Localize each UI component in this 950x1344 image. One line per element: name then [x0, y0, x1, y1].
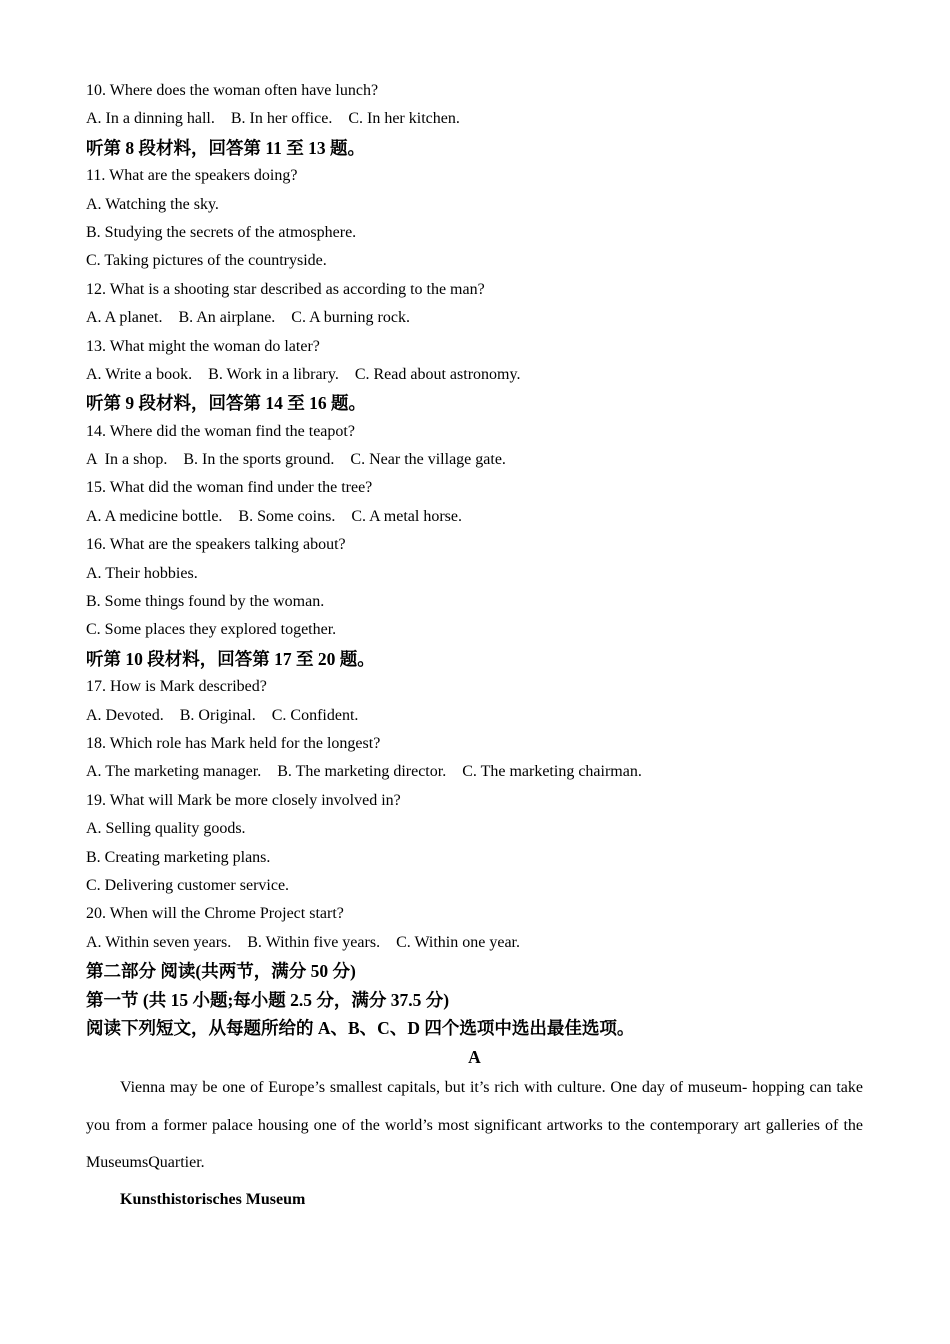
question-text: 16. What are the speakers talking about?: [86, 536, 346, 554]
question-lines: [86, 77, 863, 1042]
section-heading: 听第 8 段材料，回答第 11 至 13 题。: [86, 137, 366, 158]
answer-options: A In a shop. B. In the sports ground. C. Near the village gate.: [86, 451, 506, 469]
answer-options: C. Delivering customer service.: [86, 876, 290, 894]
answer-options: A. A planet. B. An airplane. C. A burning rock.: [86, 309, 410, 327]
section-heading: 听第 10 段材料，回答第 17 至 20 题。: [86, 648, 375, 669]
question-text: 15. What did the woman find under the tree?: [86, 479, 373, 497]
answer-options: A. In a dinning hall. B. In her office. C. In her kitchen.: [86, 110, 460, 128]
question-text: 10. Where does the woman often have lunch?: [86, 82, 379, 99]
answer-options: A. Write a book. B. Work in a library. C. Read about astronomy.: [86, 365, 521, 383]
question-text: 20. When will the Chrome Project start?: [86, 905, 344, 923]
answer-options: B. Studying the secrets of the atmosphere.: [86, 223, 357, 241]
question-text: 12. What is a shooting star described as according to the man?: [86, 280, 485, 298]
answer-options: B. Some things found by the woman.: [86, 593, 325, 611]
answer-options: A. Their hobbies.: [86, 564, 198, 582]
question-text: 18. Which role has Mark held for the longest?: [86, 734, 381, 752]
section-heading: 阅读下列短文，从每题所给的 A、B、C、D 四个选项中选出最佳选项。: [86, 1017, 635, 1038]
answer-options: A. The marketing manager. B. The marketing director. C. The marketing chairman.: [86, 763, 642, 781]
answer-options: B. Creating marketing plans.: [86, 848, 271, 866]
exam-content: [86, 77, 863, 1218]
answer-options: A. Within seven years. B. Within five years. C. Within one year.: [86, 933, 520, 951]
answer-options: A. A medicine bottle. B. Some coins. C. A metal horse.: [86, 507, 462, 525]
section-heading: 第一节 (共 15 小题;每小题 2.5 分，满分 37.5 分): [86, 989, 450, 1010]
question-text: 13. What might the woman do later?: [86, 337, 320, 355]
question-text: 11. What are the speakers doing?: [86, 167, 298, 185]
passage-letter: A: [468, 1047, 481, 1068]
answer-options: A. Devoted. B. Original. C. Confident.: [86, 706, 359, 724]
answer-options: A. Watching the sky.: [86, 195, 219, 213]
question-text: 17. How is Mark described?: [86, 678, 267, 696]
answer-options: C. Taking pictures of the countryside.: [86, 252, 327, 270]
section-heading: 第二部分 阅读(共两节，满分 50 分): [86, 961, 356, 982]
answer-options: C. Some places they explored together.: [86, 621, 337, 639]
passage-subtitle: Kunsthistorisches Museum: [120, 1190, 306, 1208]
passage-paragraph: Vienna may be one of Europe’s smallest capitals, but it’s rich with culture. One day of museum- hopping can take you from a former palace housing one of the world’s most significant artworks to the contemporary art galleries of the MuseumsQuartier.: [86, 1079, 863, 1172]
answer-options: A. Selling quality goods.: [86, 820, 246, 838]
question-text: 19. What will Mark be more closely involved in?: [86, 791, 401, 809]
section-heading: 听第 9 段材料，回答第 14 至 16 题。: [86, 393, 366, 414]
question-text: 14. Where did the woman find the teapot?: [86, 422, 355, 440]
